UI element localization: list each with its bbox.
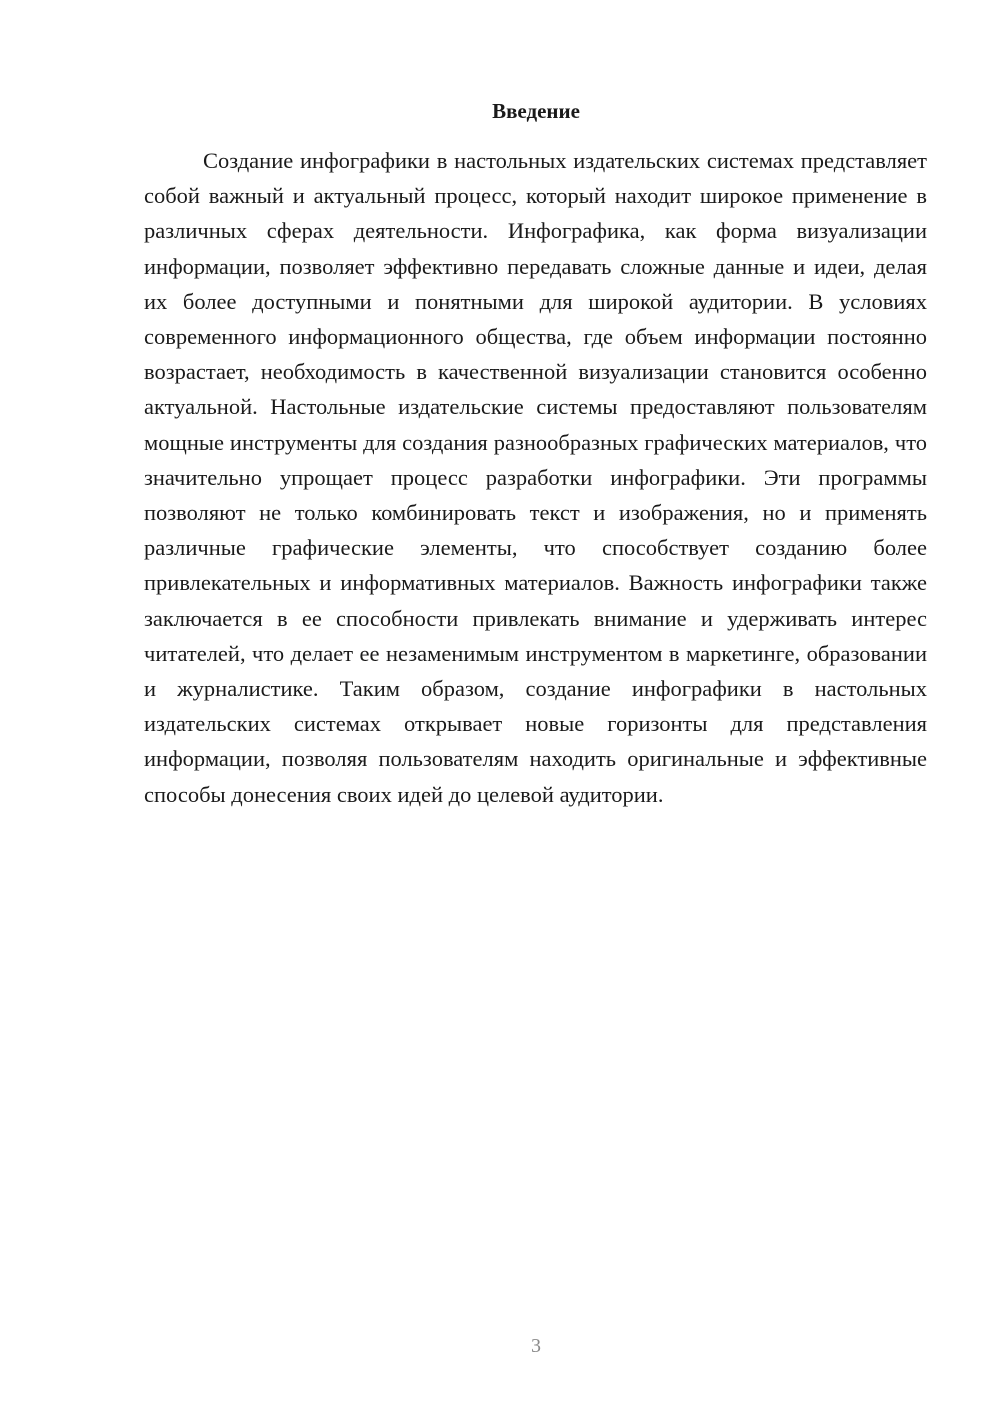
page-number: 3	[531, 1335, 541, 1357]
body-paragraph: Создание инфографики в настольных издательских системах представляет собой важный и актуальный процесс, который находит широкое применение в различных сферах деятельности. Инфографика, как форма визуализации информации, позволяет эффективно передавать сложные данные и идеи, делая их более доступными и понятными для широкой аудитории. В условиях современного информационного общества, где объем информации постоянно возрастает, необходимость в качественной визуализации становится особенно актуальной. Настольные издательские системы предоставляют пользователям мощные инструменты для создания разнообразных графических материалов, что значительно упрощает процесс разработки инфографики. Эти программы позволяют не только комбинировать текст и изображения, но и применять различные графические элементы, что способствует созданию более привлекательных и информативных материалов. Важность инфографики также заключается в ее способности привлекать внимание и удерживать интерес читателей, что делает ее незаменимым инструментом в маркетинге, образовании и журналистике. Таким образом, создание инфографики в настольных издательских системах открывает новые горизонты для представления информации, позволяя пользователям находить оригинальные и эффективные способы донесения своих идей до целевой аудитории.	[144, 148, 927, 807]
section-heading: Введение	[492, 99, 580, 123]
